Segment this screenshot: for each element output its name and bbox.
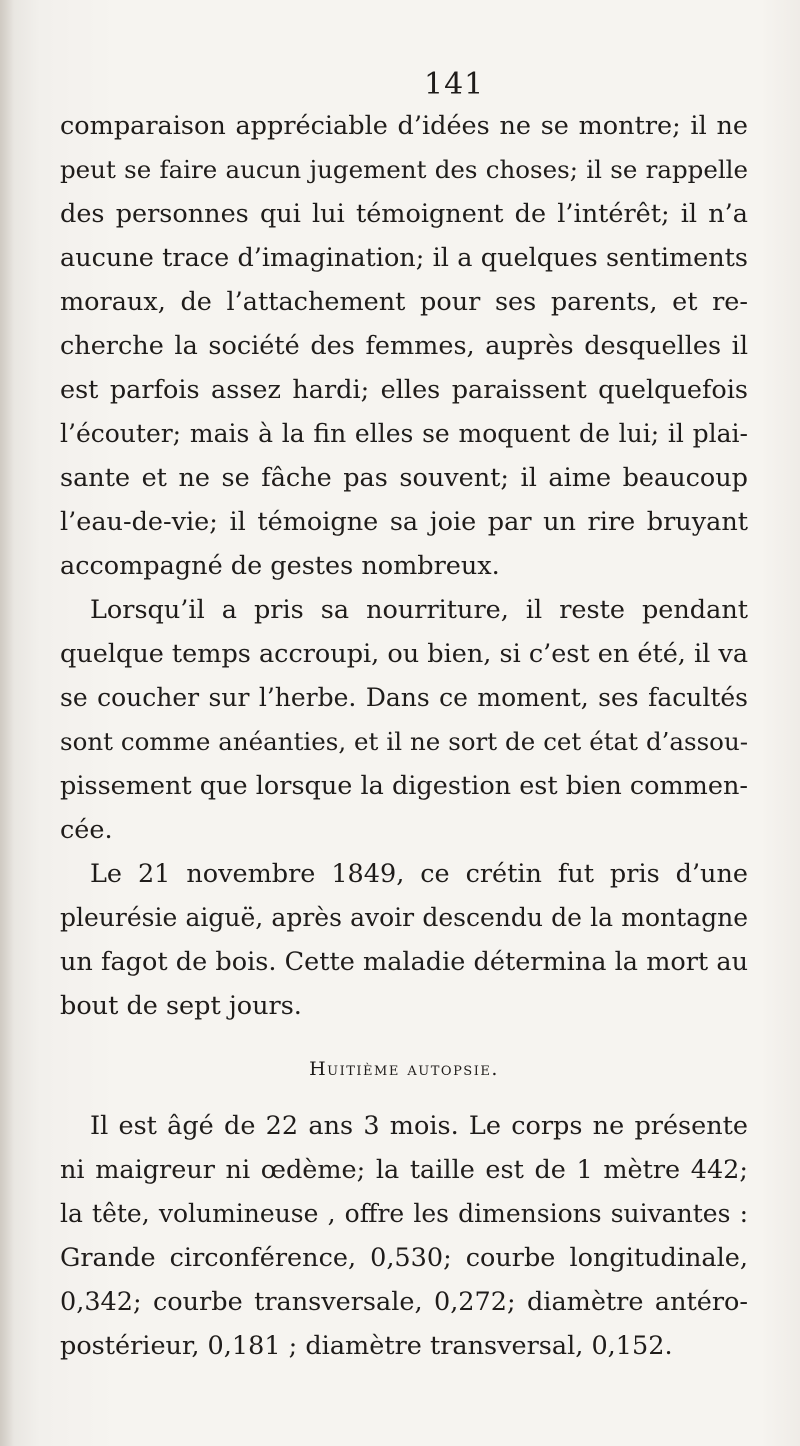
text-line: peut se faire aucun jugement des choses; il se rappelle [60, 155, 748, 184]
text-line: se coucher sur l’herbe. Dans ce moment, ses facultés [60, 683, 748, 712]
text-line: sont comme anéanties, et il ne sort de cet état d’assou- [60, 727, 748, 756]
text-line: ni maigreur ni œdème; la taille est de 1 mètre 442; [60, 1155, 748, 1185]
section-heading: Huitième autopsie. [309, 1058, 499, 1080]
text-line: pissement que lorsque la digestion est bien commen- [60, 771, 748, 801]
text-line: Il est âgé de 22 ans 3 mois. Le corps ne présente [90, 1111, 748, 1141]
text-line: des personnes qui lui témoignent de l’intérêt; il n’a [60, 199, 748, 229]
text-line: l’écouter; mais à la fin elles se moquent de lui; il plai- [60, 419, 748, 448]
text-line: accompagné de gestes nombreux. [60, 551, 500, 581]
text-line: Lorsqu’il a pris sa nourriture, il reste pendant [90, 595, 748, 625]
text-line: postérieur, 0,181 ; diamètre transversal, 0,152. [60, 1331, 673, 1361]
text-line: moraux, de l’attachement pour ses parents, et re- [60, 287, 748, 317]
text-line: cherche la société des femmes, auprès desquelles il [60, 331, 748, 361]
text-line: un fagot de bois. Cette maladie détermina la mort au [60, 947, 748, 977]
text-line: Grande circonférence, 0,530; courbe longitudinale, [60, 1243, 748, 1273]
binding-shadow [0, 0, 14, 1446]
text-line: cée. [60, 815, 113, 845]
text-line: Le 21 novembre 1849, ce crétin fut pris d’une [90, 859, 748, 889]
text-line: la tête, volumineuse , offre les dimensions suivantes : [60, 1199, 748, 1228]
text-line: quelque temps accroupi, ou bien, si c’est en été, il va [60, 639, 749, 669]
text-line: l’eau-de-vie; il témoigne sa joie par un rire bruyant [60, 507, 748, 537]
text-line: 0,342; courbe transversale, 0,272; diamètre antéro- [60, 1287, 748, 1317]
text-line: comparaison appréciable d’idées ne se montre; il ne [60, 111, 748, 141]
text-line: bout de sept jours. [60, 991, 302, 1021]
text-line: sante et ne se fâche pas souvent; il aime beaucoup [60, 463, 748, 493]
page-body [60, 104, 748, 1368]
text-line: est parfois assez hardi; elles paraissent quelquefois [60, 375, 748, 405]
text-line: pleurésie aiguë, après avoir descendu de la montagne [60, 903, 748, 932]
text-line: aucune trace d’imagination; il a quelques sentiments [60, 243, 748, 273]
page-number: 141 [424, 67, 485, 102]
